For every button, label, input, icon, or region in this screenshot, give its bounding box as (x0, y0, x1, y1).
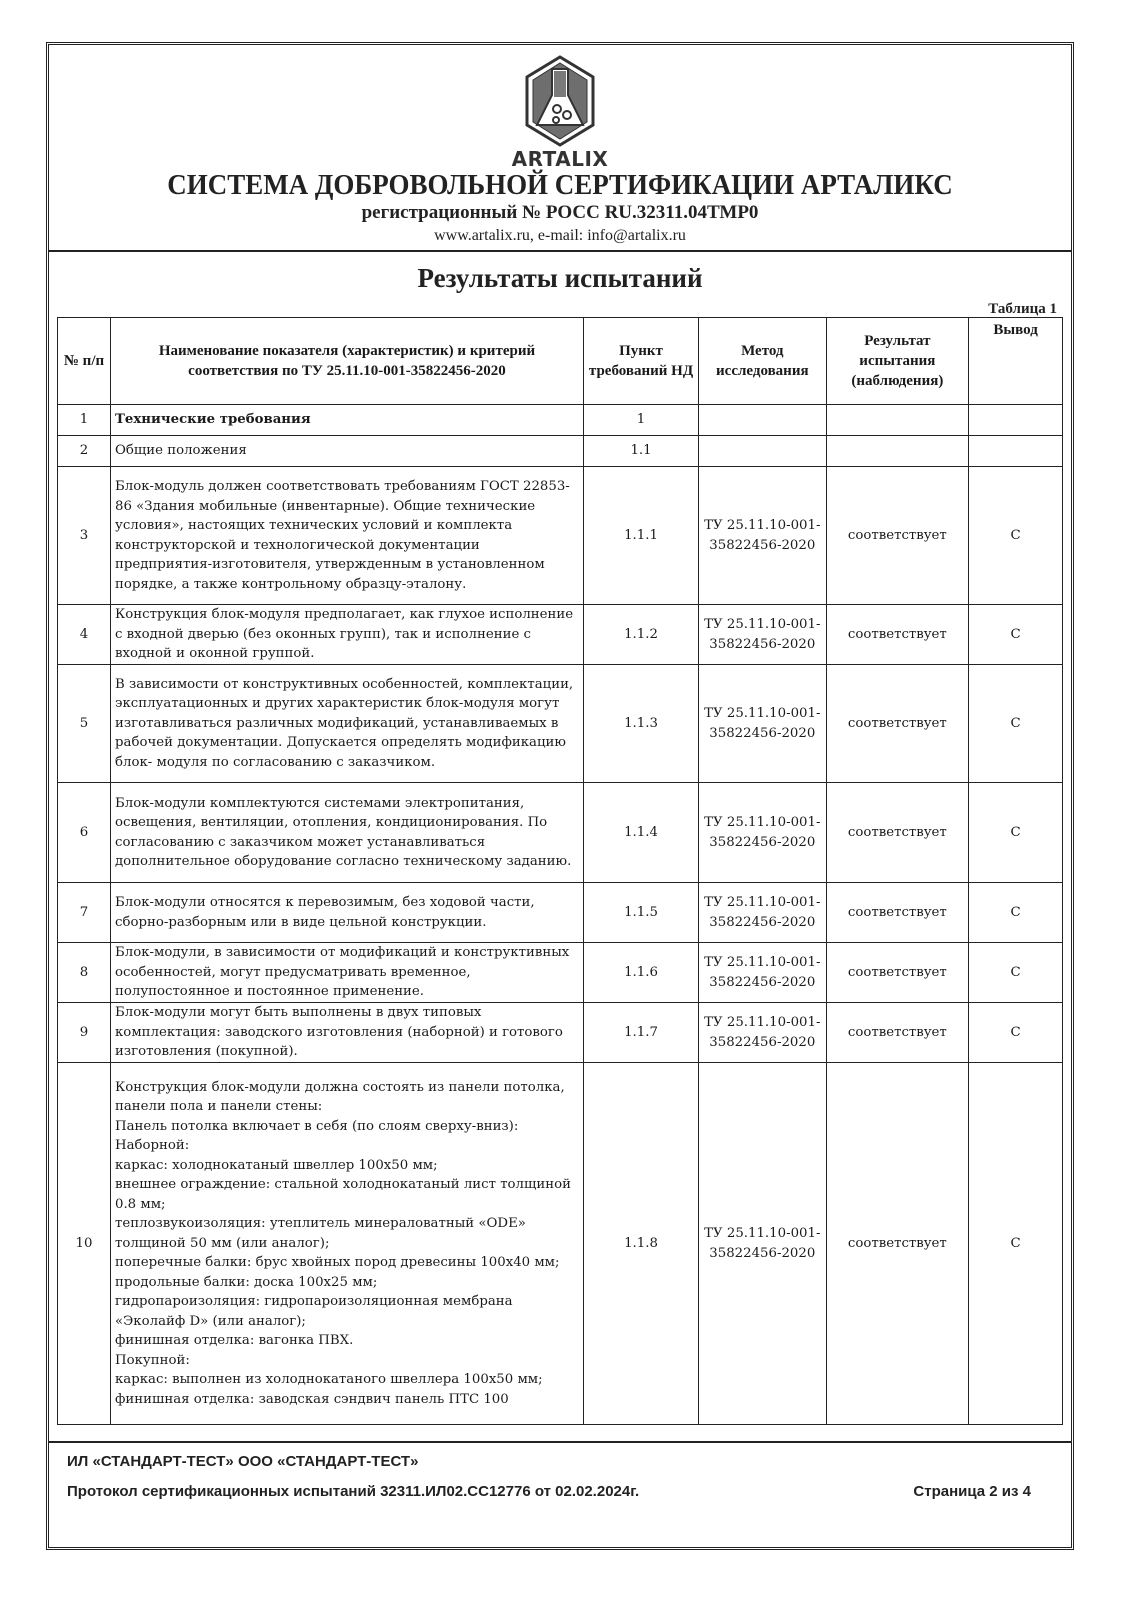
table-row (58, 665, 1063, 783)
row-number: 9 (58, 1003, 111, 1063)
footer-divider (49, 1441, 1071, 1443)
row-method: ТУ 25.11.10-001-35822456-2020 (699, 783, 826, 883)
desc-line: продольные балки: доска 100х25 мм; (115, 1274, 378, 1290)
row-result: соответствует (826, 1063, 969, 1425)
row-result (826, 436, 969, 467)
row-result: соответствует (826, 883, 969, 943)
table-row (58, 1063, 1063, 1425)
desc-line: гидропароизоляция: гидропароизоляционная мембрана «Эколайф D» (или аналог); (115, 1294, 513, 1329)
row-clause: 1 (583, 405, 698, 436)
row-conclusion: С (969, 1063, 1063, 1425)
row-method: ТУ 25.11.10-001-35822456-2020 (699, 1003, 826, 1063)
row-number: 8 (58, 943, 111, 1003)
table-row (58, 1003, 1063, 1063)
table-header-row (58, 318, 1063, 405)
row-number: 7 (58, 883, 111, 943)
desc-line: каркас: холоднокатаный швеллер 100х50 мм; (115, 1157, 438, 1173)
row-clause: 1.1.8 (583, 1063, 698, 1425)
row-method: ТУ 25.11.10-001-35822456-2020 (699, 1063, 826, 1425)
row-conclusion: С (969, 1003, 1063, 1063)
page-title: Результаты испытаний (417, 263, 703, 293)
footer-protocol: Протокол сертификационных испытаний 32311.ИЛ02.СС12776 от 02.02.2024г. (67, 1483, 640, 1500)
desc-line: каркас: выполнен из холоднокатаного швеллера 100х50 мм; (115, 1372, 543, 1388)
page-number: Страница 2 из 4 (913, 1483, 1031, 1500)
desc-line: Наборной: (115, 1138, 190, 1154)
row-conclusion: С (969, 883, 1063, 943)
row-clause: 1.1.5 (583, 883, 698, 943)
col-header-result: Результат испытания (наблюдения) (826, 318, 969, 405)
row-result: соответствует (826, 783, 969, 883)
row-conclusion: С (969, 783, 1063, 883)
row-result: соответствует (826, 665, 969, 783)
row-method: ТУ 25.11.10-001-35822456-2020 (699, 883, 826, 943)
row-clause: 1.1.2 (583, 605, 698, 665)
row-description: Блок-модули могут быть выполнены в двух типовых комплектация: заводского изготовления (наборной) и готового изготовления (покупной). (111, 1003, 584, 1063)
desc-line: Панель потолка включает в себя (по слоям сверху-вниз): (115, 1118, 519, 1134)
row-method (699, 405, 826, 436)
table-row (58, 467, 1063, 605)
desc-line: Конструкция блок-модули должна состоять из панели потолка, панели пола и панели стены: (115, 1079, 565, 1115)
row-description: Блок-модуль должен соответствовать требованиям ГОСТ 22853-86 «Здания мобильные (инвентарные). Общие технические условия», настоящих технических условий и комплекта конструкторской и технологической документации предприятия-изготовителя, утвержденным в установленном порядке, а также контрольному образцу-эталону. (111, 467, 584, 605)
certification-header (49, 55, 1071, 247)
row-method: ТУ 25.11.10-001-35822456-2020 (699, 943, 826, 1003)
row-number: 4 (58, 605, 111, 665)
row-conclusion (969, 405, 1063, 436)
row-result: соответствует (826, 467, 969, 605)
desc-line: теплозвукоизоляция: утеплитель минераловатный «ODE» толщиной 50 мм (или аналог); (115, 1216, 526, 1251)
table-row (58, 436, 1063, 467)
row-description (111, 1063, 584, 1425)
col-header-clause: Пункт требований НД (583, 318, 698, 405)
header-divider (49, 250, 1071, 252)
row-number: 6 (58, 783, 111, 883)
row-description: Блок-модули, в зависимости от модификаций и конструктивных особенностей, могут предусматривать временное, полупостоянное и постоянное применение. (111, 943, 584, 1003)
desc-line: финишная отделка: заводская сэндвич панель ПТС 100 (115, 1391, 509, 1407)
row-number: 2 (58, 436, 111, 467)
row-description: Технические требования (111, 405, 584, 436)
row-clause: 1.1 (583, 436, 698, 467)
row-conclusion: С (969, 665, 1063, 783)
col-header-method: Метод исследования (699, 318, 826, 405)
row-result: соответствует (826, 1003, 969, 1063)
desc-line: Покупной: (115, 1352, 190, 1368)
row-result: соответствует (826, 605, 969, 665)
row-clause: 1.1.1 (583, 467, 698, 605)
row-result (826, 405, 969, 436)
row-number: 3 (58, 467, 111, 605)
brand-name: ARTALIX (511, 147, 609, 171)
desc-line: поперечные балки: брус хвойных пород древесины 100х40 мм; (115, 1255, 560, 1271)
row-method: ТУ 25.11.10-001-35822456-2020 (699, 665, 826, 783)
row-description: Блок-модули комплектуются системами электропитания, освещения, вентиляции, отопления, кондиционирования. По согласованию с заказчиком может устанавливаться дополнительное оборудование согласно техническому заданию. (111, 783, 584, 883)
col-header-num: № п/п (58, 318, 111, 405)
flask-hexagon-icon (523, 55, 597, 147)
footer-lab-name: ИЛ «СТАНДАРТ-ТЕСТ» ООО «СТАНДАРТ-ТЕСТ» (67, 1453, 419, 1470)
table-row (58, 883, 1063, 943)
desc-line: внешнее ограждение: стальной холоднокатаный лист толщиной 0.8 мм; (115, 1177, 571, 1212)
row-conclusion (969, 436, 1063, 467)
row-method: ТУ 25.11.10-001-35822456-2020 (699, 467, 826, 605)
results-table (57, 317, 1063, 1425)
row-result: соответствует (826, 943, 969, 1003)
row-description: В зависимости от конструктивных особенностей, комплектации, эксплуатационных и других характеристик блок-модуля могут изготавливаться различных модификаций, устанавливаемых в рабочей документации. Допускается определять модификацию блок- модуля по согласованию с заказчиком. (111, 665, 584, 783)
row-method: ТУ 25.11.10-001-35822456-2020 (699, 605, 826, 665)
row-clause: 1.1.4 (583, 783, 698, 883)
row-conclusion: С (969, 467, 1063, 605)
table-row (58, 943, 1063, 1003)
row-number: 5 (58, 665, 111, 783)
row-number: 1 (58, 405, 111, 436)
row-number: 10 (58, 1063, 111, 1425)
table-row (58, 783, 1063, 883)
row-clause: 1.1.6 (583, 943, 698, 1003)
row-conclusion: С (969, 943, 1063, 1003)
contacts: www.artalix.ru, e-mail: info@artalix.ru (434, 227, 686, 244)
col-header-description: Наименование показателя (характеристик) и критерий соответствия по ТУ 25.11.10-001-35822456-2020 (111, 318, 584, 405)
row-description: Блок-модули относятся к перевозимым, без ходовой части, сборно-разборным или в виде цельной конструкции. (111, 883, 584, 943)
row-description: Общие положения (111, 436, 584, 467)
row-clause: 1.1.7 (583, 1003, 698, 1063)
col-header-conclusion: Вывод (969, 318, 1063, 405)
row-conclusion: С (969, 605, 1063, 665)
row-method (699, 436, 826, 467)
table-label: Таблица 1 (988, 301, 1057, 317)
registration-number: регистрационный № РОСС RU.32311.04ТМР0 (361, 202, 759, 223)
row-clause: 1.1.3 (583, 665, 698, 783)
table-row (58, 405, 1063, 436)
desc-line: финишная отделка: вагонка ПВХ. (115, 1333, 354, 1349)
system-title: СИСТЕМА ДОБРОВОЛЬНОЙ СЕРТИФИКАЦИИ АРТАЛИКС (167, 169, 953, 201)
row-description: Конструкция блок-модуля предполагает, как глухое исполнение с входной дверью (без оконных групп), так и исполнение с входной и оконной группой. (111, 605, 584, 665)
page-frame (46, 42, 1074, 1550)
table-row (58, 605, 1063, 665)
